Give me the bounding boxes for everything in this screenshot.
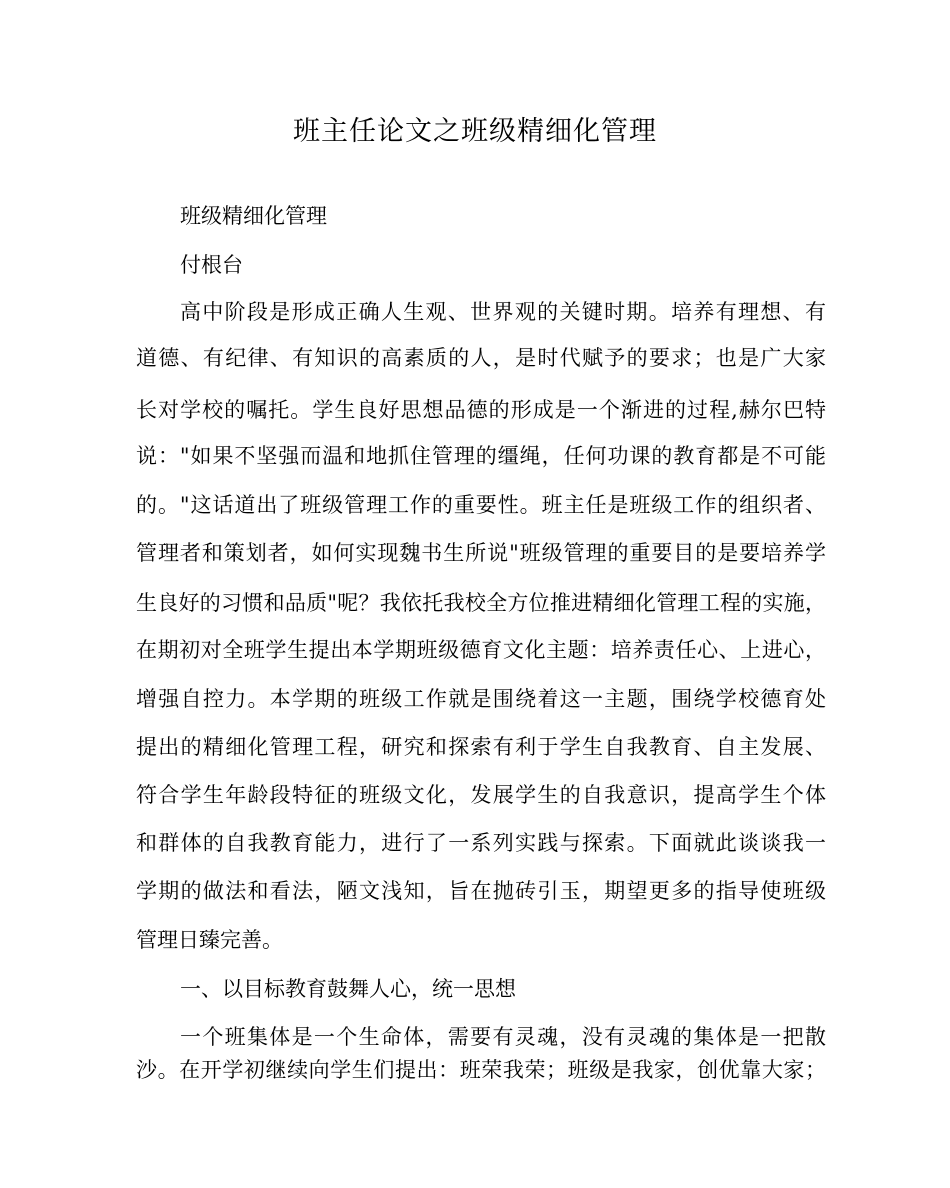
paragraph-line: 和群体的自我教育能力，进行了一系列实践与探索。下面就此谈谈我一	[136, 831, 826, 855]
paragraph-line: 长对学校的嘱托。学生良好思想品德的形成是一个渐进的过程,赫尔巴特	[136, 398, 826, 422]
paragraph-line: 沙。在开学初继续向学生们提出：班荣我荣；班级是我家，创优靠大家；	[136, 1058, 826, 1082]
paragraph-line: 在期初对全班学生提出本学期班级德育文化主题：培养责任心、上进心，	[136, 638, 826, 662]
document-title: 班主任论文之班级精细化管理	[293, 116, 657, 147]
paragraph-line: 道德、有纪律、有知识的高素质的人，是时代赋予的要求；也是广大家	[136, 346, 826, 370]
paragraph-line: 管理者和策划者，如何实现魏书生所说"班级管理的重要目的是要培养学	[136, 541, 826, 565]
section-heading: 一、以目标教育鼓舞人心，统一思想	[180, 977, 516, 1001]
paragraph-line: 生良好的习惯和品质"呢？我依托我校全方位推进精细化管理工程的实施，	[136, 591, 826, 615]
paragraph-line: 符合学生年龄段特征的班级文化，发展学生的自我意识，提高学生个体	[136, 783, 826, 807]
paragraph-line: 管理日臻完善。	[136, 928, 283, 952]
paragraph-line: 的。"这话道出了班级管理工作的重要性。班主任是班级工作的组织者、	[136, 493, 826, 517]
paragraph-line: 高中阶段是形成正确人生观、世界观的关键时期。培养有理想、有	[180, 300, 826, 324]
author-name: 付根台	[180, 253, 243, 277]
paragraph-line: 学期的做法和看法，陋文浅知，旨在抛砖引玉，期望更多的指导使班级	[136, 879, 826, 903]
paragraph-line: 一个班集体是一个生命体，需要有灵魂，没有灵魂的集体是一把散	[180, 1025, 826, 1049]
document-subtitle: 班级精细化管理	[180, 204, 327, 228]
paragraph-line: 说："如果不坚强而温和地抓住管理的缰绳，任何功课的教育都是不可能	[136, 444, 826, 468]
paragraph-line: 提出的精细化管理工程，研究和探索有利于学生自我教育、自主发展、	[136, 735, 826, 759]
paragraph-line: 增强自控力。本学期的班级工作就是围绕着这一主题，围绕学校德育处	[136, 687, 826, 711]
